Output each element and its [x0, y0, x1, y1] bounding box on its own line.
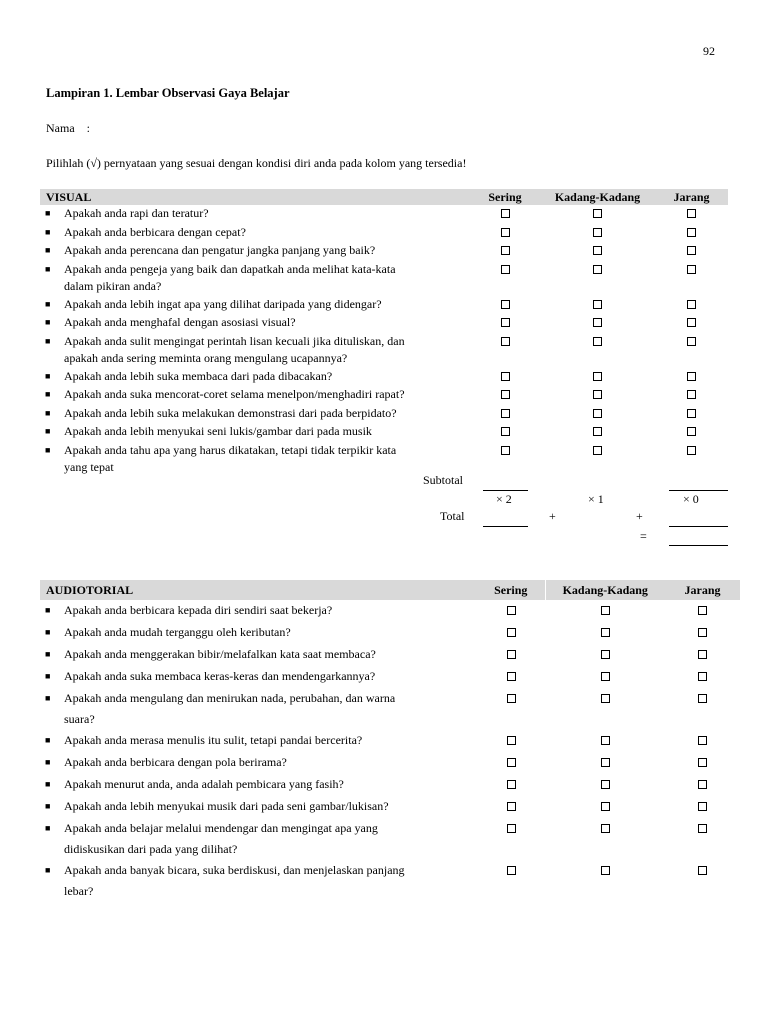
answer-cell-sering [470, 224, 540, 243]
checkbox-kadang-kadang[interactable] [601, 650, 610, 659]
checkbox-jarang[interactable] [687, 446, 696, 455]
question-text [40, 818, 477, 860]
visual-questionnaire-table [40, 189, 728, 477]
answer-cell-kadang-kadang [545, 818, 665, 860]
checkbox-kadang-kadang[interactable] [593, 209, 602, 218]
bullet-icon: ■ [45, 693, 51, 703]
question-text [40, 442, 470, 477]
question-line: Apakah anda menghafal dengan asosiasi visual? [64, 315, 296, 329]
answer-cell-kadang-kadang [545, 752, 665, 774]
bullet-icon: ■ [45, 370, 51, 381]
checkbox-jarang[interactable] [698, 650, 707, 659]
question-text [40, 368, 470, 387]
answer-cell-sering [470, 296, 540, 315]
checkbox-jarang[interactable] [698, 824, 707, 833]
question-line: Apakah anda lebih suka membaca dari pada dibacakan? [64, 368, 333, 383]
column-header-kadang-kadang: Kadang-Kadang [545, 580, 665, 600]
answer-cell-sering [477, 752, 545, 774]
question-line: Apakah anda belajar melalui mendengar dan mengingat apa yang [64, 821, 378, 835]
question-row [40, 796, 740, 818]
question-text [40, 423, 470, 442]
checkbox-sering[interactable] [507, 802, 516, 811]
bullet-icon: ■ [45, 605, 51, 615]
checkbox-sering[interactable] [507, 824, 516, 833]
name-label: Nama : [46, 121, 90, 135]
question-text [40, 644, 477, 666]
question-line: didiskusikan dari pada yang dilihat? [64, 842, 238, 856]
answer-cell-jarang [655, 386, 728, 405]
answer-cell-jarang [655, 423, 728, 442]
answer-cell-kadang-kadang [545, 860, 665, 902]
bullet-icon: ■ [45, 426, 51, 436]
answer-cell-kadang-kadang [540, 368, 655, 387]
answer-cell-kadang-kadang [545, 688, 665, 730]
plus-sign-1: + [549, 509, 556, 523]
total-line-sering [483, 526, 528, 527]
question-row [40, 622, 740, 644]
question-row [40, 818, 740, 860]
column-header-sering: Sering [477, 580, 545, 600]
question-line: Apakah anda perencana dan pengatur jangka panjang yang baik? [64, 243, 376, 257]
answer-cell-jarang [665, 730, 740, 752]
checkbox-jarang[interactable] [687, 265, 696, 274]
answer-cell-jarang [655, 405, 728, 424]
multiplier-kadang: × 1 [588, 492, 604, 506]
answer-cell-kadang-kadang [540, 242, 655, 261]
question-row [40, 423, 728, 442]
answer-cell-jarang [665, 644, 740, 666]
answer-cell-jarang [655, 314, 728, 333]
bullet-icon: ■ [45, 649, 51, 659]
question-line: Apakah anda lebih suka melakukan demonstrasi dari pada berpidato? [64, 405, 397, 420]
bullet-icon: ■ [45, 823, 51, 833]
equals-sign: = [640, 529, 647, 543]
bullet-icon: ■ [45, 226, 51, 237]
question-line: lebar? [64, 884, 94, 898]
question-text [40, 860, 477, 902]
bullet-icon: ■ [45, 627, 51, 637]
checkbox-kadang-kadang[interactable] [601, 758, 610, 767]
question-row [40, 333, 728, 368]
answer-cell-kadang-kadang [545, 666, 665, 688]
question-text [40, 314, 470, 333]
checkbox-sering[interactable] [501, 409, 510, 418]
answer-cell-sering [477, 730, 545, 752]
question-text [40, 224, 470, 243]
checkbox-jarang[interactable] [687, 409, 696, 418]
bullet-icon: ■ [45, 298, 51, 309]
answer-cell-kadang-kadang [545, 796, 665, 818]
answer-cell-kadang-kadang [540, 442, 655, 477]
answer-cell-sering [477, 818, 545, 860]
answer-cell-sering [477, 688, 545, 730]
checkbox-kadang-kadang[interactable] [601, 736, 610, 745]
column-header-jarang: Jarang [655, 189, 728, 205]
question-line: dalam pikiran anda? [64, 279, 162, 293]
checkbox-kadang-kadang[interactable] [593, 265, 602, 274]
page-number: 92 [703, 44, 715, 58]
question-row [40, 644, 740, 666]
checkbox-sering[interactable] [507, 736, 516, 745]
checkbox-jarang[interactable] [687, 228, 696, 237]
answer-cell-sering [470, 423, 540, 442]
checkbox-sering[interactable] [507, 780, 516, 789]
answer-cell-sering [470, 205, 540, 224]
answer-cell-sering [477, 796, 545, 818]
question-line: Apakah anda banyak bicara, suka berdiskusi, dan menjelaskan panjang [64, 863, 405, 877]
checkbox-sering[interactable] [507, 758, 516, 767]
checkbox-kadang-kadang[interactable] [593, 228, 602, 237]
question-text [40, 796, 477, 818]
answer-cell-sering [470, 442, 540, 477]
bullet-icon: ■ [45, 865, 51, 875]
question-text [40, 333, 470, 368]
question-line: suara? [64, 712, 95, 726]
question-text [40, 752, 477, 774]
answer-cell-kadang-kadang [540, 224, 655, 243]
answer-cell-jarang [655, 442, 728, 477]
question-line: Apakah anda berbicara dengan pola berirama? [64, 755, 287, 769]
question-text [40, 688, 477, 730]
question-text [40, 296, 470, 315]
question-row [40, 405, 728, 424]
checkbox-sering[interactable] [501, 337, 510, 346]
answer-cell-sering [477, 860, 545, 902]
answer-cell-kadang-kadang [545, 600, 665, 622]
question-text [40, 666, 477, 688]
checkbox-sering[interactable] [507, 672, 516, 681]
question-line: Apakah anda mudah terganggu oleh keributan? [64, 625, 291, 639]
checkbox-kadang-kadang[interactable] [593, 446, 602, 455]
total-label: Total [440, 509, 465, 523]
question-row [40, 600, 740, 622]
subtotal-line-jarang [669, 490, 728, 491]
question-row [40, 860, 740, 902]
question-text [40, 774, 477, 796]
answer-cell-jarang [665, 796, 740, 818]
question-row [40, 730, 740, 752]
checkbox-kadang-kadang[interactable] [593, 427, 602, 436]
checkbox-kadang-kadang[interactable] [601, 628, 610, 637]
question-text [40, 405, 470, 424]
checkbox-sering[interactable] [507, 606, 516, 615]
checkbox-jarang[interactable] [687, 246, 696, 255]
checkbox-sering[interactable] [501, 209, 510, 218]
question-line: Apakah anda mengulang dan menirukan nada, perubahan, dan warna [64, 691, 396, 705]
question-text [40, 622, 477, 644]
question-line: Apakah anda suka membaca keras-keras dan mendengarkannya? [64, 669, 376, 683]
answer-cell-jarang [665, 688, 740, 730]
column-header-jarang: Jarang [665, 580, 740, 600]
column-header-kadang-kadang: Kadang-Kadang [540, 189, 655, 205]
question-text [40, 205, 470, 224]
answer-cell-sering [470, 386, 540, 405]
checkbox-sering[interactable] [501, 246, 510, 255]
question-line: Apakah anda rapi dan teratur? [64, 206, 209, 220]
checkbox-kadang-kadang[interactable] [601, 866, 610, 875]
answer-cell-sering [470, 242, 540, 261]
answer-cell-sering [470, 333, 540, 368]
question-row [40, 386, 728, 405]
checkbox-jarang[interactable] [698, 628, 707, 637]
bullet-icon: ■ [45, 335, 51, 346]
question-row [40, 205, 728, 224]
checkbox-sering[interactable] [507, 650, 516, 659]
question-line: Apakah anda suka mencorat-coret selama menelpon/menghadiri rapat? [64, 387, 405, 401]
question-line: Apakah anda berbicara kepada diri sendiri saat bekerja? [64, 603, 333, 617]
answer-cell-sering [477, 666, 545, 688]
checkbox-kadang-kadang[interactable] [601, 780, 610, 789]
answer-cell-sering [470, 405, 540, 424]
checkbox-kadang-kadang[interactable] [593, 337, 602, 346]
answer-cell-kadang-kadang [540, 386, 655, 405]
checkbox-jarang[interactable] [687, 318, 696, 327]
plus-sign-2: + [636, 509, 643, 523]
bullet-icon: ■ [45, 263, 51, 274]
subtotal-line-sering [483, 490, 528, 491]
checkbox-kadang-kadang[interactable] [593, 390, 602, 399]
checkbox-jarang[interactable] [698, 802, 707, 811]
answer-cell-sering [477, 600, 545, 622]
checkbox-kadang-kadang[interactable] [601, 606, 610, 615]
bullet-icon: ■ [45, 757, 51, 767]
checkbox-kadang-kadang[interactable] [601, 824, 610, 833]
multiplier-jarang: × 0 [683, 492, 699, 506]
question-line: apakah anda sering meminta orang mengulang ucapannya? [64, 351, 348, 365]
checkbox-sering[interactable] [507, 694, 516, 703]
visual-header-row [40, 189, 728, 205]
checkbox-jarang[interactable] [698, 736, 707, 745]
question-line: yang tepat [64, 460, 114, 474]
question-row [40, 774, 740, 796]
answer-cell-sering [477, 644, 545, 666]
question-text [40, 242, 470, 261]
bullet-icon: ■ [45, 801, 51, 811]
checkbox-sering[interactable] [501, 318, 510, 327]
instruction-text: Pilihlah (√) pernyataan yang sesuai dengan kondisi diri anda pada kolom yang tersedia! [46, 156, 467, 170]
answer-cell-kadang-kadang [540, 205, 655, 224]
checkbox-jarang[interactable] [687, 372, 696, 381]
question-text [40, 386, 470, 405]
bullet-icon: ■ [45, 779, 51, 789]
answer-cell-jarang [655, 224, 728, 243]
answer-cell-kadang-kadang [540, 261, 655, 296]
checkbox-jarang[interactable] [687, 300, 696, 309]
answer-cell-kadang-kadang [540, 314, 655, 333]
checkbox-kadang-kadang[interactable] [593, 246, 602, 255]
checkbox-jarang[interactable] [698, 606, 707, 615]
answer-cell-jarang [665, 622, 740, 644]
checkbox-kadang-kadang[interactable] [593, 372, 602, 381]
answer-cell-kadang-kadang [545, 644, 665, 666]
question-line: Apakah anda pengeja yang baik dan dapatkah anda melihat kata-kata [64, 261, 396, 276]
answer-cell-jarang [665, 860, 740, 902]
answer-cell-jarang [655, 296, 728, 315]
checkbox-kadang-kadang[interactable] [601, 672, 610, 681]
checkbox-sering[interactable] [501, 372, 510, 381]
answer-cell-kadang-kadang [545, 730, 665, 752]
answer-cell-jarang [665, 666, 740, 688]
question-line: Apakah menurut anda, anda adalah pembicara yang fasih? [64, 777, 344, 791]
section-title-visual: VISUAL [40, 189, 470, 205]
subtotal-label: Subtotal [423, 473, 464, 487]
answer-cell-jarang [665, 752, 740, 774]
checkbox-jarang[interactable] [687, 390, 696, 399]
answer-cell-sering [470, 261, 540, 296]
answer-cell-kadang-kadang [540, 333, 655, 368]
checkbox-kadang-kadang[interactable] [593, 409, 602, 418]
audiotorial-questionnaire-table [40, 580, 740, 902]
multiplier-sering: × 2 [496, 492, 512, 506]
audiotorial-header-row [40, 580, 740, 600]
question-row [40, 666, 740, 688]
checkbox-kadang-kadang[interactable] [601, 694, 610, 703]
total-line-jarang [669, 526, 728, 527]
checkbox-sering[interactable] [507, 866, 516, 875]
checkbox-jarang[interactable] [698, 672, 707, 681]
answer-cell-kadang-kadang [540, 405, 655, 424]
answer-cell-jarang [665, 774, 740, 796]
checkbox-kadang-kadang[interactable] [601, 802, 610, 811]
question-line: Apakah anda berbicara dengan cepat? [64, 224, 246, 239]
checkbox-kadang-kadang[interactable] [593, 300, 602, 309]
bullet-icon: ■ [45, 444, 51, 455]
answer-cell-jarang [655, 261, 728, 296]
answer-cell-jarang [655, 205, 728, 224]
question-row [40, 242, 728, 261]
question-text [40, 261, 470, 296]
question-row [40, 314, 728, 333]
question-row [40, 368, 728, 387]
page-title: Lampiran 1. Lembar Observasi Gaya Belajar [46, 86, 290, 100]
answer-cell-sering [470, 368, 540, 387]
checkbox-jarang[interactable] [687, 427, 696, 436]
answer-cell-kadang-kadang [540, 296, 655, 315]
grand-total-line [669, 545, 728, 546]
answer-cell-jarang [665, 818, 740, 860]
checkbox-jarang[interactable] [698, 694, 707, 703]
question-row [40, 442, 728, 477]
question-row [40, 224, 728, 243]
checkbox-jarang[interactable] [698, 866, 707, 875]
checkbox-sering[interactable] [501, 390, 510, 399]
checkbox-sering[interactable] [501, 228, 510, 237]
question-row [40, 261, 728, 296]
answer-cell-kadang-kadang [540, 423, 655, 442]
answer-cell-jarang [665, 600, 740, 622]
bullet-icon: ■ [45, 389, 51, 399]
checkbox-sering[interactable] [501, 265, 510, 274]
column-header-sering: Sering [470, 189, 540, 205]
checkbox-sering[interactable] [507, 628, 516, 637]
answer-cell-sering [477, 774, 545, 796]
answer-cell-kadang-kadang [545, 774, 665, 796]
question-text [40, 600, 477, 622]
answer-cell-jarang [655, 368, 728, 387]
checkbox-jarang[interactable] [698, 758, 707, 767]
bullet-icon: ■ [45, 317, 51, 327]
checkbox-jarang[interactable] [698, 780, 707, 789]
answer-cell-jarang [655, 242, 728, 261]
bullet-icon: ■ [45, 407, 51, 418]
answer-cell-jarang [655, 333, 728, 368]
bullet-icon: ■ [45, 671, 51, 681]
checkbox-jarang[interactable] [687, 337, 696, 346]
section-title-audiotorial: AUDIOTORIAL [40, 580, 477, 600]
question-line: Apakah anda sulit mengingat perintah lisan kecuali jika dituliskan, dan [64, 333, 405, 348]
answer-cell-sering [470, 314, 540, 333]
bullet-icon: ■ [45, 735, 51, 745]
question-line: Apakah anda lebih menyukai seni lukis/gambar dari pada musik [64, 424, 372, 438]
checkbox-kadang-kadang[interactable] [593, 318, 602, 327]
checkbox-jarang[interactable] [687, 209, 696, 218]
question-line: Apakah anda tahu apa yang harus dikatakan, tetapi tidak terpikir kata [64, 442, 397, 457]
answer-cell-sering [477, 622, 545, 644]
checkbox-sering[interactable] [501, 427, 510, 436]
bullet-icon: ■ [45, 208, 51, 218]
question-row [40, 296, 728, 315]
checkbox-sering[interactable] [501, 300, 510, 309]
question-row [40, 752, 740, 774]
question-line: Apakah anda menggerakan bibir/melafalkan kata saat membaca? [64, 647, 376, 661]
checkbox-sering[interactable] [501, 446, 510, 455]
question-line: Apakah anda lebih ingat apa yang dilihat daripada yang didengar? [64, 296, 382, 311]
answer-cell-kadang-kadang [545, 622, 665, 644]
question-line: Apakah anda merasa menulis itu sulit, tetapi pandai bercerita? [64, 733, 363, 747]
bullet-icon: ■ [45, 245, 51, 255]
question-text [40, 730, 477, 752]
question-row [40, 688, 740, 730]
question-line: Apakah anda lebih menyukai musik dari pada seni gambar/lukisan? [64, 799, 389, 813]
